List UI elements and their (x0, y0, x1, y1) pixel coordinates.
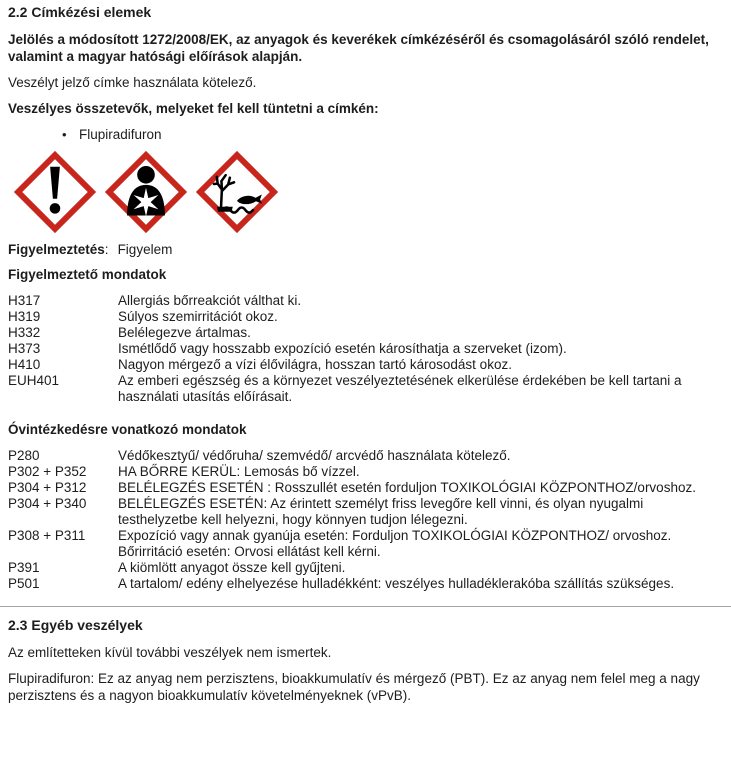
precautionary-statement-row (8, 464, 713, 480)
component-name: Flupiradifuron (79, 127, 162, 142)
section-2-3-heading: 2.3 Egyéb veszélyek (8, 617, 143, 633)
exclamation-mark-pictogram-icon (13, 150, 97, 234)
signal-word-row (8, 241, 713, 258)
hazardous-components-heading: Veszélyes összetevők, melyeket fel kell tüntetni a címkén: (8, 101, 379, 116)
hazard-statement-row (8, 309, 713, 325)
statement-code: H319 (8, 309, 41, 324)
hazard-statements-heading: Figyelmeztető mondatok (8, 267, 167, 282)
section-divider (0, 606, 731, 607)
statement-code: H317 (8, 293, 41, 308)
hazard-statement-row (8, 293, 713, 309)
statement-text: Belélegezve ártalmas. (118, 325, 251, 340)
statement-code: H410 (8, 357, 41, 372)
signal-word-separator: : (104, 242, 109, 257)
precautionary-statement-row (8, 448, 713, 464)
statement-text: Ismétlődő vagy hosszabb expozíció esetén károsíthatja a szerveket (izom). (118, 341, 567, 356)
statement-code: EUH401 (8, 373, 60, 388)
hazard-statement-row (8, 341, 713, 357)
other-hazards-paragraph-2: Flupiradifuron: Ez az anyag nem perzisztens, bioakkumulatív és mérgező (PBT). Ez az anyag nem felel meg a nagy perzisztens és a nagyon bioakkumulatív követelményeknek (vPvB). (8, 671, 700, 703)
statement-text: BELÉLEGZÉS ESETÉN : Rosszullét esetén forduljon TOXIKOLÓGIAI KÖZPONTHOZ/orvoshoz. (118, 480, 696, 495)
other-hazards-paragraph-1: Az említetteken kívül további veszélyek nem ismertek. (8, 645, 332, 660)
component-list-item (8, 126, 713, 143)
statement-text: A tartalom/ edény elhelyezése hulladékként: veszélyes hulladéklerakóba szállítás szükséges. (118, 576, 675, 591)
health-hazard-pictogram-icon (104, 150, 188, 234)
signal-word-value: Figyelem (117, 242, 173, 257)
bullet-icon: • (62, 127, 67, 142)
statement-text: BELÉLEGZÉS ESETÉN: Az érintett személyt friss levegőre kell vinni, és olyan nyugalmi testhelyzetbe kell helyezni, hogy könnyen tudjon lélegezni. (118, 496, 644, 527)
statement-code: P304 + P340 (8, 496, 87, 511)
statement-code: P302 + P352 (8, 464, 87, 479)
statement-text: Súlyos szemirritációt okoz. (118, 309, 278, 324)
hazard-statement-row (8, 325, 713, 341)
environment-pictogram-icon (195, 150, 279, 234)
signal-word-label: Figyelmeztetés (8, 242, 105, 257)
precautionary-statement-row (8, 576, 713, 592)
label-mandatory-text: Veszélyt jelző címke használata kötelező. (8, 75, 257, 90)
section-2-2-heading: 2.2 Címkézési elemek (8, 4, 152, 20)
hazard-statements-list (8, 293, 713, 405)
statement-code: H332 (8, 325, 41, 340)
ghs-pictograms (8, 150, 713, 234)
precautionary-statements-list (8, 448, 713, 592)
statement-text: Védőkesztyű/ védőruha/ szemvédő/ arcvédő használata kötelező. (118, 448, 511, 463)
statement-text: Az emberi egészség és a környezet veszélyeztetésének elkerülése érdekében be kell tartani a használati utasítás előírásait. (118, 373, 682, 404)
statement-text-line: Expozíció vagy annak gyanúja esetén: Forduljon TOXIKOLÓGIAI KÖZPONTHOZ/ orvoshoz. (118, 528, 672, 543)
statement-text: Nagyon mérgező a vízi élővilágra, hosszan tartó károsodást okoz. (118, 357, 512, 372)
statement-code: P308 + P311 (8, 528, 86, 543)
precautionary-statement-row (8, 480, 713, 496)
hazard-statement-row (8, 357, 713, 373)
precautionary-statements-heading: Óvintézkedésre vonatkozó mondatok (8, 422, 247, 437)
precautionary-statement-row (8, 496, 713, 528)
statement-code: P391 (8, 560, 40, 575)
statement-text: HA BŐRRE KERÜL: Lemosás bő vízzel. (118, 464, 360, 479)
statement-text (118, 528, 704, 560)
statement-code: P280 (8, 448, 40, 463)
labeling-regulation-intro: Jelölés a módosított 1272/2008/EK, az anyagok és keverékek címkézéséről és csomagolásáról szóló rendelet, valamint a magyar hatósági előírások alapján. (8, 32, 709, 64)
precautionary-statement-row (8, 528, 713, 560)
statement-text: Allergiás bőrreakciót válthat ki. (118, 293, 302, 308)
precautionary-statement-row (8, 560, 713, 576)
statement-text: A kiömlött anyagot össze kell gyűjteni. (118, 560, 346, 575)
statement-code: P304 + P312 (8, 480, 87, 495)
statement-code: P501 (8, 576, 40, 591)
hazard-statement-row (8, 373, 713, 405)
statement-text-line: Bőrirritáció esetén: Orvosi ellátást kell kérni. (118, 544, 381, 559)
statement-code: H373 (8, 341, 41, 356)
